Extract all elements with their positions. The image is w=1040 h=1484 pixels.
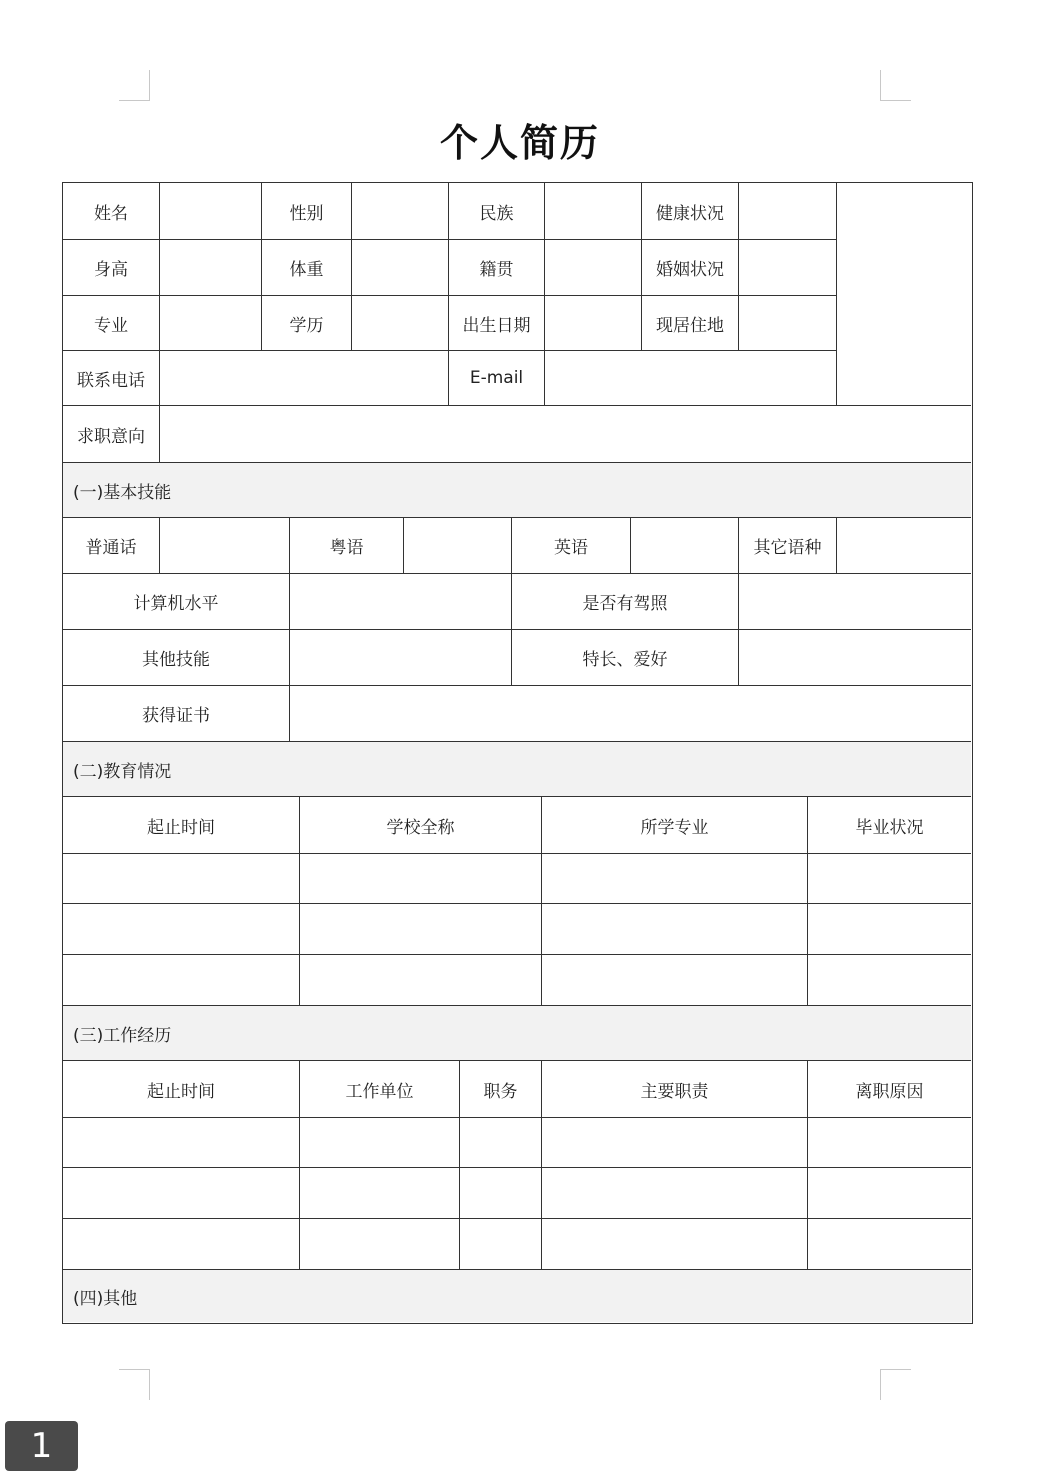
certificates-field[interactable] (290, 686, 971, 742)
work-col-position: 职务 (460, 1061, 542, 1118)
work-row-3-duties[interactable] (542, 1219, 808, 1270)
certificates-label: 获得证书 (63, 686, 290, 742)
ethnicity-field[interactable] (545, 183, 642, 240)
resume-form (62, 182, 973, 1324)
edu-row-1-school[interactable] (300, 854, 542, 904)
work-row-1-employer[interactable] (300, 1118, 460, 1168)
edu-row-1-period[interactable] (63, 854, 300, 904)
computer-level-label: 计算机水平 (63, 574, 290, 630)
edu-row-3-major[interactable] (542, 955, 808, 1006)
work-col-period: 起止时间 (63, 1061, 300, 1118)
weight-field[interactable] (352, 240, 449, 296)
english-label: 英语 (512, 518, 631, 574)
work-row-1-duties[interactable] (542, 1118, 808, 1168)
origin-field[interactable] (545, 240, 642, 296)
crop-mark-bottom-left (119, 1369, 150, 1400)
gender-label: 性别 (262, 183, 352, 240)
work-row-3-period[interactable] (63, 1219, 300, 1270)
other-language-label: 其它语种 (739, 518, 837, 574)
edu-row-1-major[interactable] (542, 854, 808, 904)
section-basic-skills: (一)基本技能 (63, 463, 971, 518)
origin-label: 籍贯 (449, 240, 545, 296)
cantonese-label: 粤语 (290, 518, 404, 574)
major-label: 专业 (63, 296, 160, 351)
edu-col-major: 所学专业 (542, 797, 808, 854)
crop-mark-bottom-right (880, 1369, 911, 1400)
section-work-experience: (三)工作经历 (63, 1006, 971, 1061)
edu-col-period: 起止时间 (63, 797, 300, 854)
crop-mark-top-left (119, 70, 150, 101)
phone-field[interactable] (160, 351, 449, 406)
residence-field[interactable] (739, 296, 837, 351)
crop-mark-top-right (880, 70, 911, 101)
degree-label: 学历 (262, 296, 352, 351)
edu-row-3-period[interactable] (63, 955, 300, 1006)
edu-col-school: 学校全称 (300, 797, 542, 854)
work-col-duties: 主要职责 (542, 1061, 808, 1118)
work-row-2-leave-reason[interactable] (808, 1168, 971, 1219)
phone-label: 联系电话 (63, 351, 160, 406)
work-row-3-employer[interactable] (300, 1219, 460, 1270)
health-field[interactable] (739, 183, 837, 240)
other-skills-field[interactable] (290, 630, 512, 686)
page-number-badge: 1 (5, 1421, 78, 1471)
gender-field[interactable] (352, 183, 449, 240)
hobbies-label: 特长、爱好 (512, 630, 739, 686)
name-label: 姓名 (63, 183, 160, 240)
ethnicity-label: 民族 (449, 183, 545, 240)
work-row-1-period[interactable] (63, 1118, 300, 1168)
edu-row-3-school[interactable] (300, 955, 542, 1006)
driver-license-label: 是否有驾照 (512, 574, 739, 630)
weight-label: 体重 (262, 240, 352, 296)
other-skills-label: 其他技能 (63, 630, 290, 686)
work-col-employer: 工作单位 (300, 1061, 460, 1118)
name-field[interactable] (160, 183, 262, 240)
objective-label: 求职意向 (63, 406, 160, 463)
work-row-2-duties[interactable] (542, 1168, 808, 1219)
work-row-1-position[interactable] (460, 1118, 542, 1168)
health-label: 健康状况 (642, 183, 739, 240)
edu-row-2-major[interactable] (542, 904, 808, 955)
residence-label: 现居住地 (642, 296, 739, 351)
other-language-field[interactable] (837, 518, 971, 574)
work-row-2-position[interactable] (460, 1168, 542, 1219)
birth-date-label: 出生日期 (449, 296, 545, 351)
edu-row-2-graduation[interactable] (808, 904, 971, 955)
edu-row-1-graduation[interactable] (808, 854, 971, 904)
english-field[interactable] (631, 518, 739, 574)
section-other: (四)其他 (63, 1270, 971, 1322)
birth-date-field[interactable] (545, 296, 642, 351)
section-education: (二)教育情况 (63, 742, 971, 797)
email-label: E-mail (449, 351, 545, 406)
height-field[interactable] (160, 240, 262, 296)
hobbies-field[interactable] (739, 630, 971, 686)
edu-row-3-graduation[interactable] (808, 955, 971, 1006)
marital-field[interactable] (739, 240, 837, 296)
work-row-3-leave-reason[interactable] (808, 1219, 971, 1270)
edu-col-graduation: 毕业状况 (808, 797, 971, 854)
mandarin-label: 普通话 (63, 518, 160, 574)
height-label: 身高 (63, 240, 160, 296)
work-col-leave-reason: 离职原因 (808, 1061, 971, 1118)
major-field[interactable] (160, 296, 262, 351)
marital-label: 婚姻状况 (642, 240, 739, 296)
cantonese-field[interactable] (404, 518, 512, 574)
degree-field[interactable] (352, 296, 449, 351)
work-row-2-employer[interactable] (300, 1168, 460, 1219)
driver-license-field[interactable] (739, 574, 971, 630)
mandarin-field[interactable] (160, 518, 290, 574)
email-field[interactable] (545, 351, 837, 406)
edu-row-2-period[interactable] (63, 904, 300, 955)
work-row-3-position[interactable] (460, 1219, 542, 1270)
objective-field[interactable] (160, 406, 971, 463)
computer-level-field[interactable] (290, 574, 512, 630)
work-row-1-leave-reason[interactable] (808, 1118, 971, 1168)
document-title: 个人简历 (439, 121, 600, 165)
work-row-2-period[interactable] (63, 1168, 300, 1219)
edu-row-2-school[interactable] (300, 904, 542, 955)
photo-box[interactable] (837, 183, 971, 406)
